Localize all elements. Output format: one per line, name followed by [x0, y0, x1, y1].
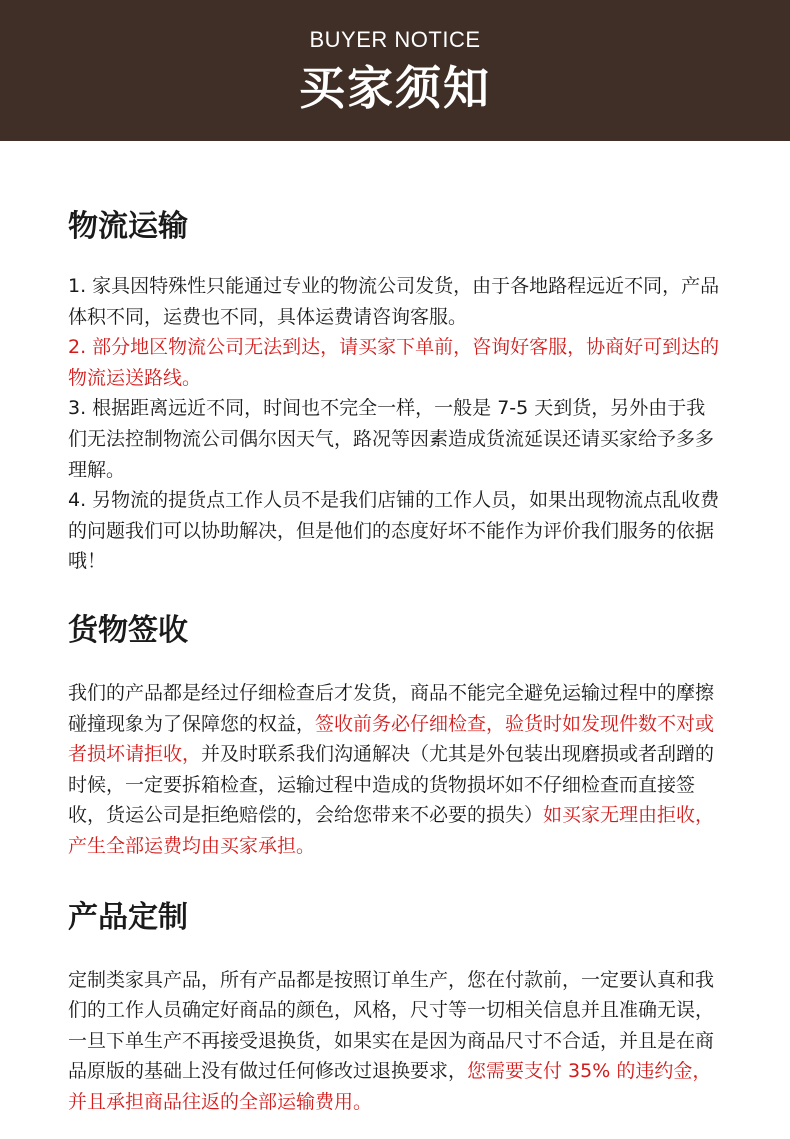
section-body — [68, 965, 722, 1118]
highlighted-text: 签收前务必仔细检查，验货时如发现件数不对或者损坏请拒收， — [68, 712, 715, 766]
highlighted-text: 2. 部分地区物流公司无法到达，请买家下单前，咨询好客服，协商好可到达的物流运送路线。 — [68, 336, 720, 389]
paragraph — [68, 271, 722, 332]
paragraph — [68, 678, 722, 862]
body-text: 并及时联系我们沟通解决（尤其是外包装出现磨损或者刮蹭的时候，一定要拆箱检查，运输过程中造成的货物损坏如不仔细检查而直接签收，货运公司是拒绝赔偿的，会给您带来不必要的损失） — [68, 743, 715, 827]
section-title: 产品定制 — [68, 899, 188, 935]
paragraph — [68, 393, 722, 485]
paragraph — [68, 485, 722, 577]
paragraph — [68, 332, 722, 393]
paragraph — [68, 965, 722, 1118]
section-body — [68, 678, 722, 862]
section-customization — [68, 862, 722, 1118]
section-title: 货物签收 — [68, 612, 188, 648]
notice-content — [0, 141, 790, 1117]
section-body — [68, 271, 722, 577]
body-text: 4. 另物流的提货点工作人员不是我们店铺的工作人员，如果出现物流点乱收费的问题我们可以协助解决，但是他们的态度好坏不能作为评价我们服务的依据哦！ — [68, 489, 720, 573]
section-logistics — [68, 141, 722, 577]
body-text: 我们的产品都是经过仔细检查后才发货，商品不能完全避免运输过程中的摩擦碰撞现象为了保障您的权益， — [68, 681, 715, 735]
section-receipt — [68, 577, 722, 862]
section-title: 物流运输 — [68, 209, 188, 244]
header-chinese-title: 买家须知 — [299, 61, 491, 115]
highlighted-text: 您需要支付 35% 的违约金，并且承担商品往返的全部运输费用。 — [68, 1060, 712, 1113]
highlighted-text: 如买家无理由拒收，产生全部运费均由买家承担。 — [68, 804, 715, 857]
header-english-title: BUYER NOTICE — [309, 27, 481, 52]
body-text: 1. 家具因特殊性只能通过专业的物流公司发货，由于各地路程远近不同，产品体积不同，运费也不同，具体运费请咨询客服。 — [68, 275, 720, 328]
body-text: 3. 根据距离远近不同，时间也不完全一样，一般是 7-5 天到货，另外由于我们无法控制物流公司偶尔因天气，路况等因素造成货流延误还请买家给予多多理解。 — [68, 397, 715, 481]
body-text: 定制类家具产品，所有产品都是按照订单生产，您在付款前，一定要认真和我们的工作人员确定好商品的颜色，风格，尺寸等一切相关信息并且准确无误，一旦下单生产不再接受退换货，如果实在是因为商品尺寸不合适，并且是在商品原版的基础上没有做过任何修改过退换要求， — [68, 968, 715, 1083]
page-header — [0, 0, 790, 141]
